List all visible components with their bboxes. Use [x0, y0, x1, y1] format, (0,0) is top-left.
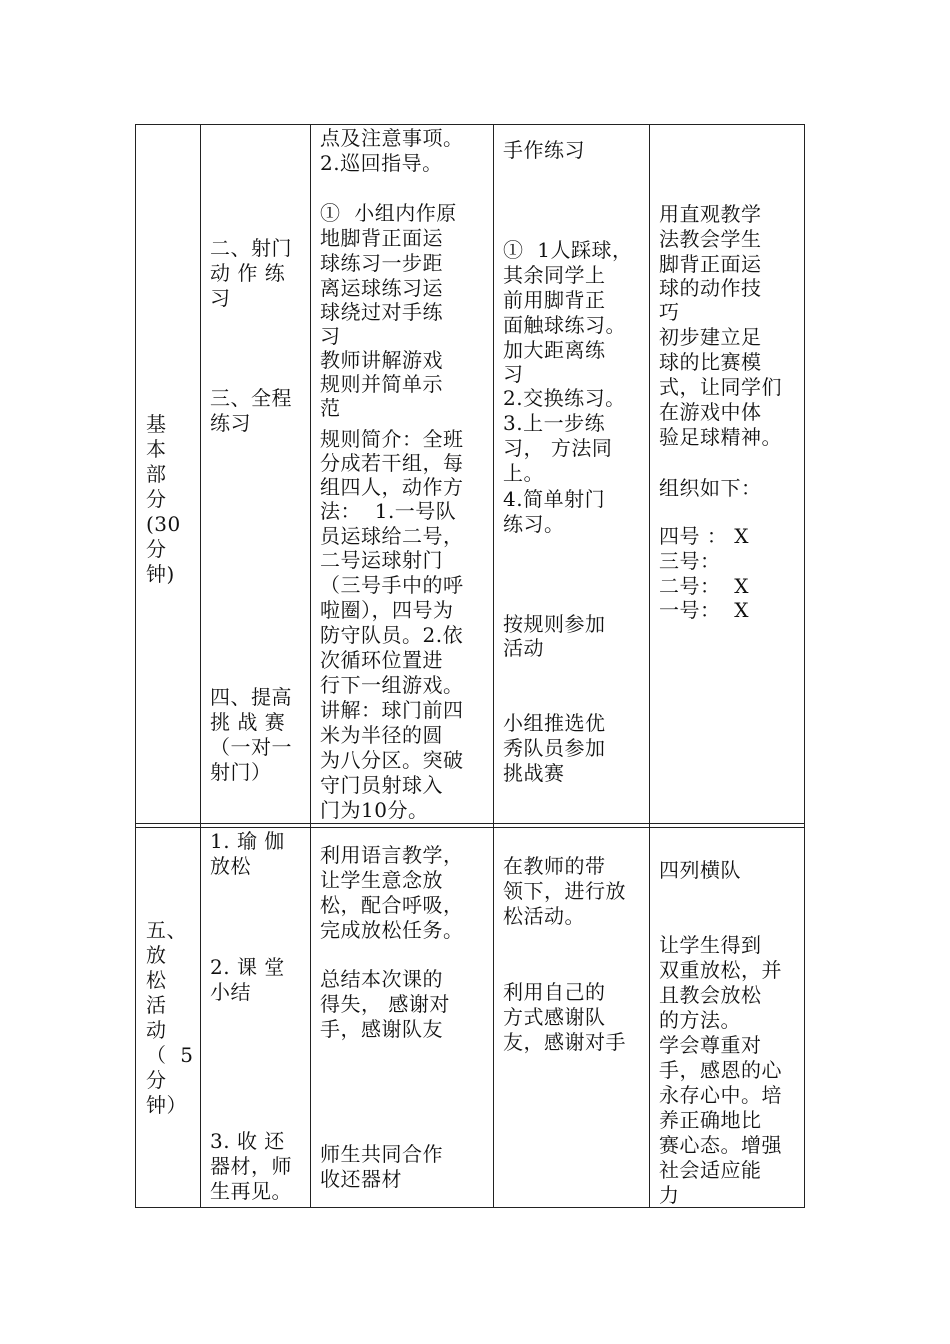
- purpose-line: 用直观教学: [659, 202, 762, 226]
- purpose-line: 双重放松，并: [659, 958, 782, 982]
- formation-line: 二号： X: [659, 574, 749, 598]
- section-label-line: 动: [146, 1018, 167, 1042]
- teacher-line: 离运球练习运: [320, 276, 443, 300]
- formation-line: 一号： X: [659, 598, 749, 622]
- teacher-line: 组四人，动作方: [320, 475, 464, 499]
- table-top-border: [135, 124, 805, 125]
- teacher-line: 总结本次课的: [320, 967, 443, 991]
- purpose-line: 四列横队: [659, 858, 741, 882]
- teacher-line: 收还器材: [320, 1167, 402, 1191]
- teacher-line: 球练习一步距: [320, 251, 443, 275]
- section-label-line: 本: [146, 437, 167, 461]
- content-line: 四、提高: [210, 685, 292, 709]
- formation-line: 三号：: [659, 549, 721, 573]
- purpose-line: 让学生得到: [659, 933, 762, 957]
- purpose-line: 在游戏中体: [659, 400, 762, 424]
- teacher-line: 习: [320, 324, 341, 348]
- purpose-line: 球的比赛模: [659, 350, 762, 374]
- section-label-line: 基: [146, 412, 167, 436]
- section-label-line: (30: [146, 512, 181, 536]
- teacher-line: 分成若干组，每: [320, 451, 464, 475]
- section-label-line: 活: [146, 993, 167, 1017]
- teacher-line: 二号运球射门: [320, 548, 443, 572]
- teacher-line: 为八分区。突破: [320, 748, 464, 772]
- purpose-line: 式，让同学们: [659, 375, 782, 399]
- content-line: 射门）: [210, 760, 272, 784]
- teacher-line: 范: [320, 396, 341, 420]
- teacher-line: ① 小组内作原: [320, 201, 457, 225]
- student-line: 手作练习: [503, 138, 585, 162]
- student-line: 前用脚背正: [503, 288, 606, 312]
- content-line: 动 作 练: [210, 261, 286, 285]
- teacher-line: （三号手中的呼: [320, 573, 464, 597]
- purpose-line: 学会尊重对: [659, 1033, 762, 1057]
- student-line: 习: [503, 362, 524, 386]
- content-line: 挑 战 赛: [210, 710, 286, 734]
- content-line: 生再见。: [210, 1179, 292, 1203]
- teacher-line: 规则简介：全班: [320, 427, 464, 451]
- section-label-line: 松: [146, 968, 167, 992]
- section-label-line: 分: [146, 537, 167, 561]
- content-line: 习: [210, 286, 231, 310]
- student-line: ① 1人踩球，: [503, 238, 633, 262]
- student-line: 4.简单射门: [503, 487, 606, 511]
- teacher-line: 手，感谢队友: [320, 1017, 443, 1041]
- column-border: [200, 124, 201, 1208]
- purpose-line: 赛心态。增强: [659, 1133, 782, 1157]
- purpose-line: 力: [659, 1183, 680, 1207]
- content-line: 二、射门: [210, 236, 292, 260]
- column-border: [135, 124, 136, 1208]
- purpose-line: 脚背正面运: [659, 252, 762, 276]
- content-line: 放松: [210, 854, 251, 878]
- column-border: [649, 124, 650, 1208]
- section-label-line: 放: [146, 943, 167, 967]
- student-line: 利用自己的: [503, 980, 606, 1004]
- teacher-line: 松，配合呼吸，: [320, 893, 464, 917]
- purpose-line: 永存心中。培: [659, 1083, 782, 1107]
- student-line: 练习。: [503, 512, 565, 536]
- student-line: 方式感谢队: [503, 1005, 606, 1029]
- teacher-line: 员运球给二号，: [320, 524, 464, 548]
- teacher-line: 球绕过对手练: [320, 300, 443, 324]
- purpose-line: 养正确地比: [659, 1108, 762, 1132]
- section-label-line: 分: [146, 487, 167, 511]
- content-line: 2. 课 堂: [210, 955, 285, 979]
- purpose-line: 手，感恩的心: [659, 1058, 782, 1082]
- teacher-line: 行下一组游戏。: [320, 673, 464, 697]
- student-line: 加大距离练: [503, 338, 606, 362]
- column-border: [493, 124, 494, 1208]
- student-line: 秀队员参加: [503, 736, 606, 760]
- content-line: （一对一: [210, 735, 292, 759]
- table-bottom-border: [135, 1207, 805, 1208]
- section-label-line: 钟): [146, 562, 175, 586]
- content-line: 小结: [210, 980, 251, 1004]
- content-line: 1. 瑜 伽: [210, 829, 285, 853]
- section-divider: [135, 823, 805, 824]
- teacher-line: 米为半径的圆: [320, 723, 443, 747]
- teacher-line: 法： 1.一号队: [320, 499, 457, 523]
- column-border: [310, 124, 311, 1208]
- purpose-line: 球的动作技: [659, 276, 762, 300]
- student-line: 领下，进行放: [503, 879, 626, 903]
- column-border: [804, 124, 805, 1208]
- purpose-line: 组织如下：: [659, 476, 762, 500]
- student-line: 在教师的带: [503, 854, 606, 878]
- student-line: 松活动。: [503, 904, 585, 928]
- student-line: 小组推选优: [503, 711, 606, 735]
- section-label-line: （ 5: [146, 1043, 194, 1067]
- teacher-line: 完成放松任务。: [320, 918, 464, 942]
- purpose-line: 且教会放松: [659, 983, 762, 1007]
- formation-line: 四号 ： X: [659, 524, 749, 548]
- teacher-line: 守门员射球入: [320, 773, 443, 797]
- teacher-line: 点及注意事项。: [320, 126, 464, 150]
- student-line: 挑战赛: [503, 761, 565, 785]
- teacher-line: 次循环位置进: [320, 648, 443, 672]
- student-line: 面触球练习。: [503, 313, 626, 337]
- purpose-line: 初步建立足: [659, 325, 762, 349]
- teacher-line: 啦圈），四号为: [320, 598, 454, 622]
- teacher-line: 利用语言教学，: [320, 843, 464, 867]
- teacher-line: 教师讲解游戏: [320, 348, 443, 372]
- content-line: 练习: [210, 411, 251, 435]
- teacher-line: 得失， 感谢对: [320, 992, 450, 1016]
- teacher-line: 2.巡回指导。: [320, 151, 443, 175]
- content-line: 三、全程: [210, 386, 292, 410]
- teacher-line: 让学生意念放: [320, 868, 443, 892]
- teacher-line: 防守队员。2.依: [320, 623, 464, 647]
- section-divider: [135, 827, 805, 828]
- student-line: 3.上一步练: [503, 411, 606, 435]
- student-line: 其余同学上: [503, 263, 606, 287]
- student-line: 活动: [503, 636, 544, 660]
- purpose-line: 验足球精神。: [659, 425, 782, 449]
- student-line: 2.交换练习。: [503, 386, 626, 410]
- section-label-line: 五、: [146, 918, 187, 942]
- purpose-line: 巧: [659, 300, 680, 324]
- student-line: 友，感谢对手: [503, 1030, 626, 1054]
- teacher-line: 门为10分。: [320, 798, 429, 822]
- purpose-line: 的方法。: [659, 1008, 741, 1032]
- section-label-line: 钟）: [146, 1093, 187, 1117]
- student-line: 上。: [503, 461, 544, 485]
- student-line: 按规则参加: [503, 612, 606, 636]
- section-label-line: 部: [146, 462, 167, 486]
- student-line: 习， 方法同: [503, 436, 613, 460]
- content-line: 3. 收 还: [210, 1129, 285, 1153]
- content-line: 器材，师: [210, 1154, 292, 1178]
- section-label-line: 分: [146, 1068, 167, 1092]
- teacher-line: 地脚背正面运: [320, 226, 443, 250]
- purpose-line: 社会适应能: [659, 1158, 762, 1182]
- teacher-line: 师生共同合作: [320, 1142, 443, 1166]
- teacher-line: 规则并简单示: [320, 372, 443, 396]
- teacher-line: 讲解：球门前四: [320, 698, 464, 722]
- purpose-line: 法教会学生: [659, 227, 762, 251]
